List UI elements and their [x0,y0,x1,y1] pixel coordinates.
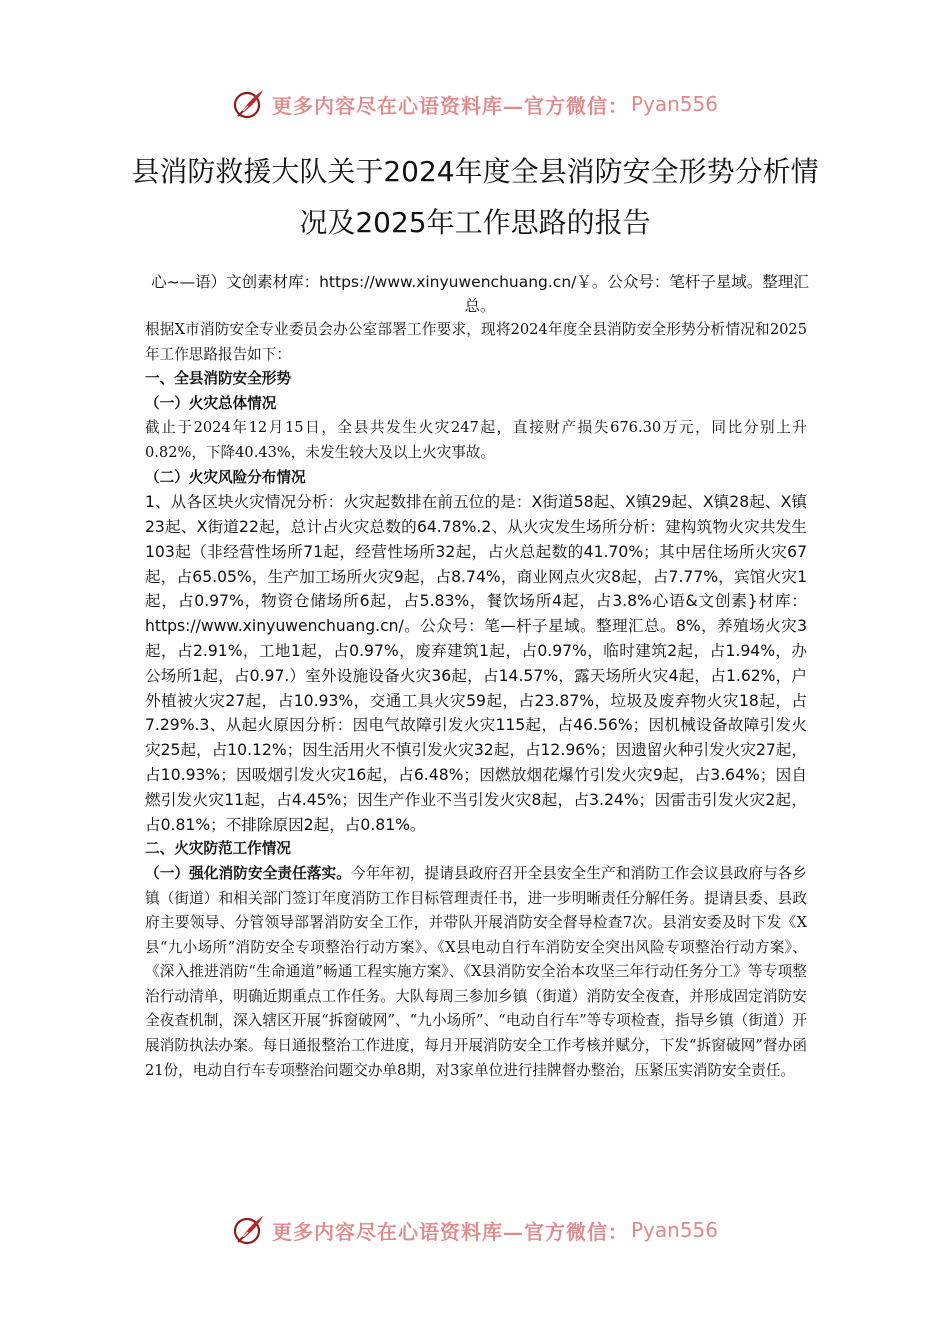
header-watermark-banner [0,82,950,126]
banner-text: 更多内容尽在心语资料库—官方微信： [271,93,629,118]
quill-pen-logo-icon [232,1213,266,1247]
overall-fires-paragraph: 截止于2024年12月15日，全县共发生火灾247起，直接财产损失676.30万元，同比分别上升0.82%，下降40.43%，未发生较大及以上火灾事故。 [145,419,807,461]
responsibility-body: 今年年初，提请县政府召开全县安全生产和消防工作会议县政府与各乡镇（街道）和相关部门签订年度消防工作目标管理责任书，进一步明晰责任分解任务。提请县委、县政府主要领导、分管领导部署消防安全工作，并带队开展消防安全督导检查7次。县消安委及时下发《X县“九小场所”消防安全专项整治行动方案》、《X县电动自行车消防安全突出风险专项整治行动方案》、《深入推进消防“生命通道”畅通工程实施方案》、《X县消防安全治本攻坚三年行动任务分工》等专项整治行动清单，明确近期重点工作任务。大队每周三参加乡镇（街道）消防安全夜查，并形成固定消防安全夜查机制，深入辖区开展“拆窗破网”、“九小场所”、“电动自行车”等专项检查，指导乡镇（街道）开展消防执法办案。每日通报整治工作进度，每月开展消防安全工作考核并赋分，下发“拆窗破网”督办函21份，电动自行车专项整治问题交办单8期，对3家单位进行挂牌督办整治，压紧压实消防安全责任。 [145,864,807,1079]
banner-wechat-id: Pyan556 [630,92,718,116]
document-title: 县消防救援大队关于2024年度全县消防安全形势分析情况及2025年工作思路的报告 [131,155,819,239]
footer-watermark-banner [0,1208,950,1252]
banner-wechat-id: Pyan556 [630,1218,718,1242]
subheading-overall-fires: （一）火灾总体情况 [145,394,277,412]
risk-distribution-paragraph: 1、从各区块火灾情况分析：火灾起数排在前五位的是：X街道58起、X镇29起、X镇28起、X镇23起、X街道22起，总计占火灾总数的64.78%.2、从火灾发生场所分析：建构筑物火灾共发生103起（非经营性场所71起，经营性场所32起，占火总起数的41.70%；其中居住场所火灾67起，占65.05%，生产加工场所火灾9起，占8.74%，商业网点火灾8起，占7.77%，宾馆火灾1起，占0.97%，物资仓储场所6起，占5.83%，餐饮场所4起，占3.8%心语&文创素}材库：https://www.xinyuwenchuang.cn/。公众号：笔—杆子星域。整理汇总。8%，养殖场火灾3起，占2.91%，工地1起，占0.97%，废弃建筑1起，占0.97%，临时建筑2起，占1.94%，办公场所1起，占0.97.）室外设施设备火灾36起，占14.57%，露天场所火灾4起，占1.62%，户外植被火灾27起，占10.93%，交通工具火灾59起，占23.87%，垃圾及废弃物火灾18起，占7.29%.3、从起火原因分析：因电气故障引发火灾115起，占46.56%；因机械设备故障引发火灾25起，占10.12%；因生活用火不慎引发火灾32起，占12.96%；因遗留火种引发火灾27起，占10.93%；因吸烟引发火灾16起，占6.48%；因燃放烟花爆竹引发火灾9起，占3.64%；因自燃引发火灾11起，占4.45%；因生产作业不当引发火灾8起，占3.24%；因雷击引发火灾2起，占0.81%；不排除原因2起，占0.81%。 [145,493,807,834]
section-heading-situation: 一、全县消防安全形势 [145,370,291,388]
responsibility-paragraph [145,862,807,1083]
subheading-risk-distribution: （二）火灾风险分布情况 [145,468,306,486]
intro-paragraph: 根据X市消防安全专业委员会办公室部署工作要求，现将2024年度全县消防安全形势分析情况和2025年工作思路报告如下： [145,321,807,363]
quill-pen-logo-icon [232,87,266,121]
responsibility-lead: （一）强化消防安全责任落实。 [145,864,351,882]
section-heading-prevention: 二、火灾防范工作情况 [145,840,291,858]
banner-text: 更多内容尽在心语资料库—官方微信： [271,1219,629,1244]
source-note: 心~—语）文创素材库：https://www.xinyuwenchuang.cn/￥。公众号：笔杆子星域。整理汇总。 [151,273,809,315]
document-body [145,318,807,1083]
